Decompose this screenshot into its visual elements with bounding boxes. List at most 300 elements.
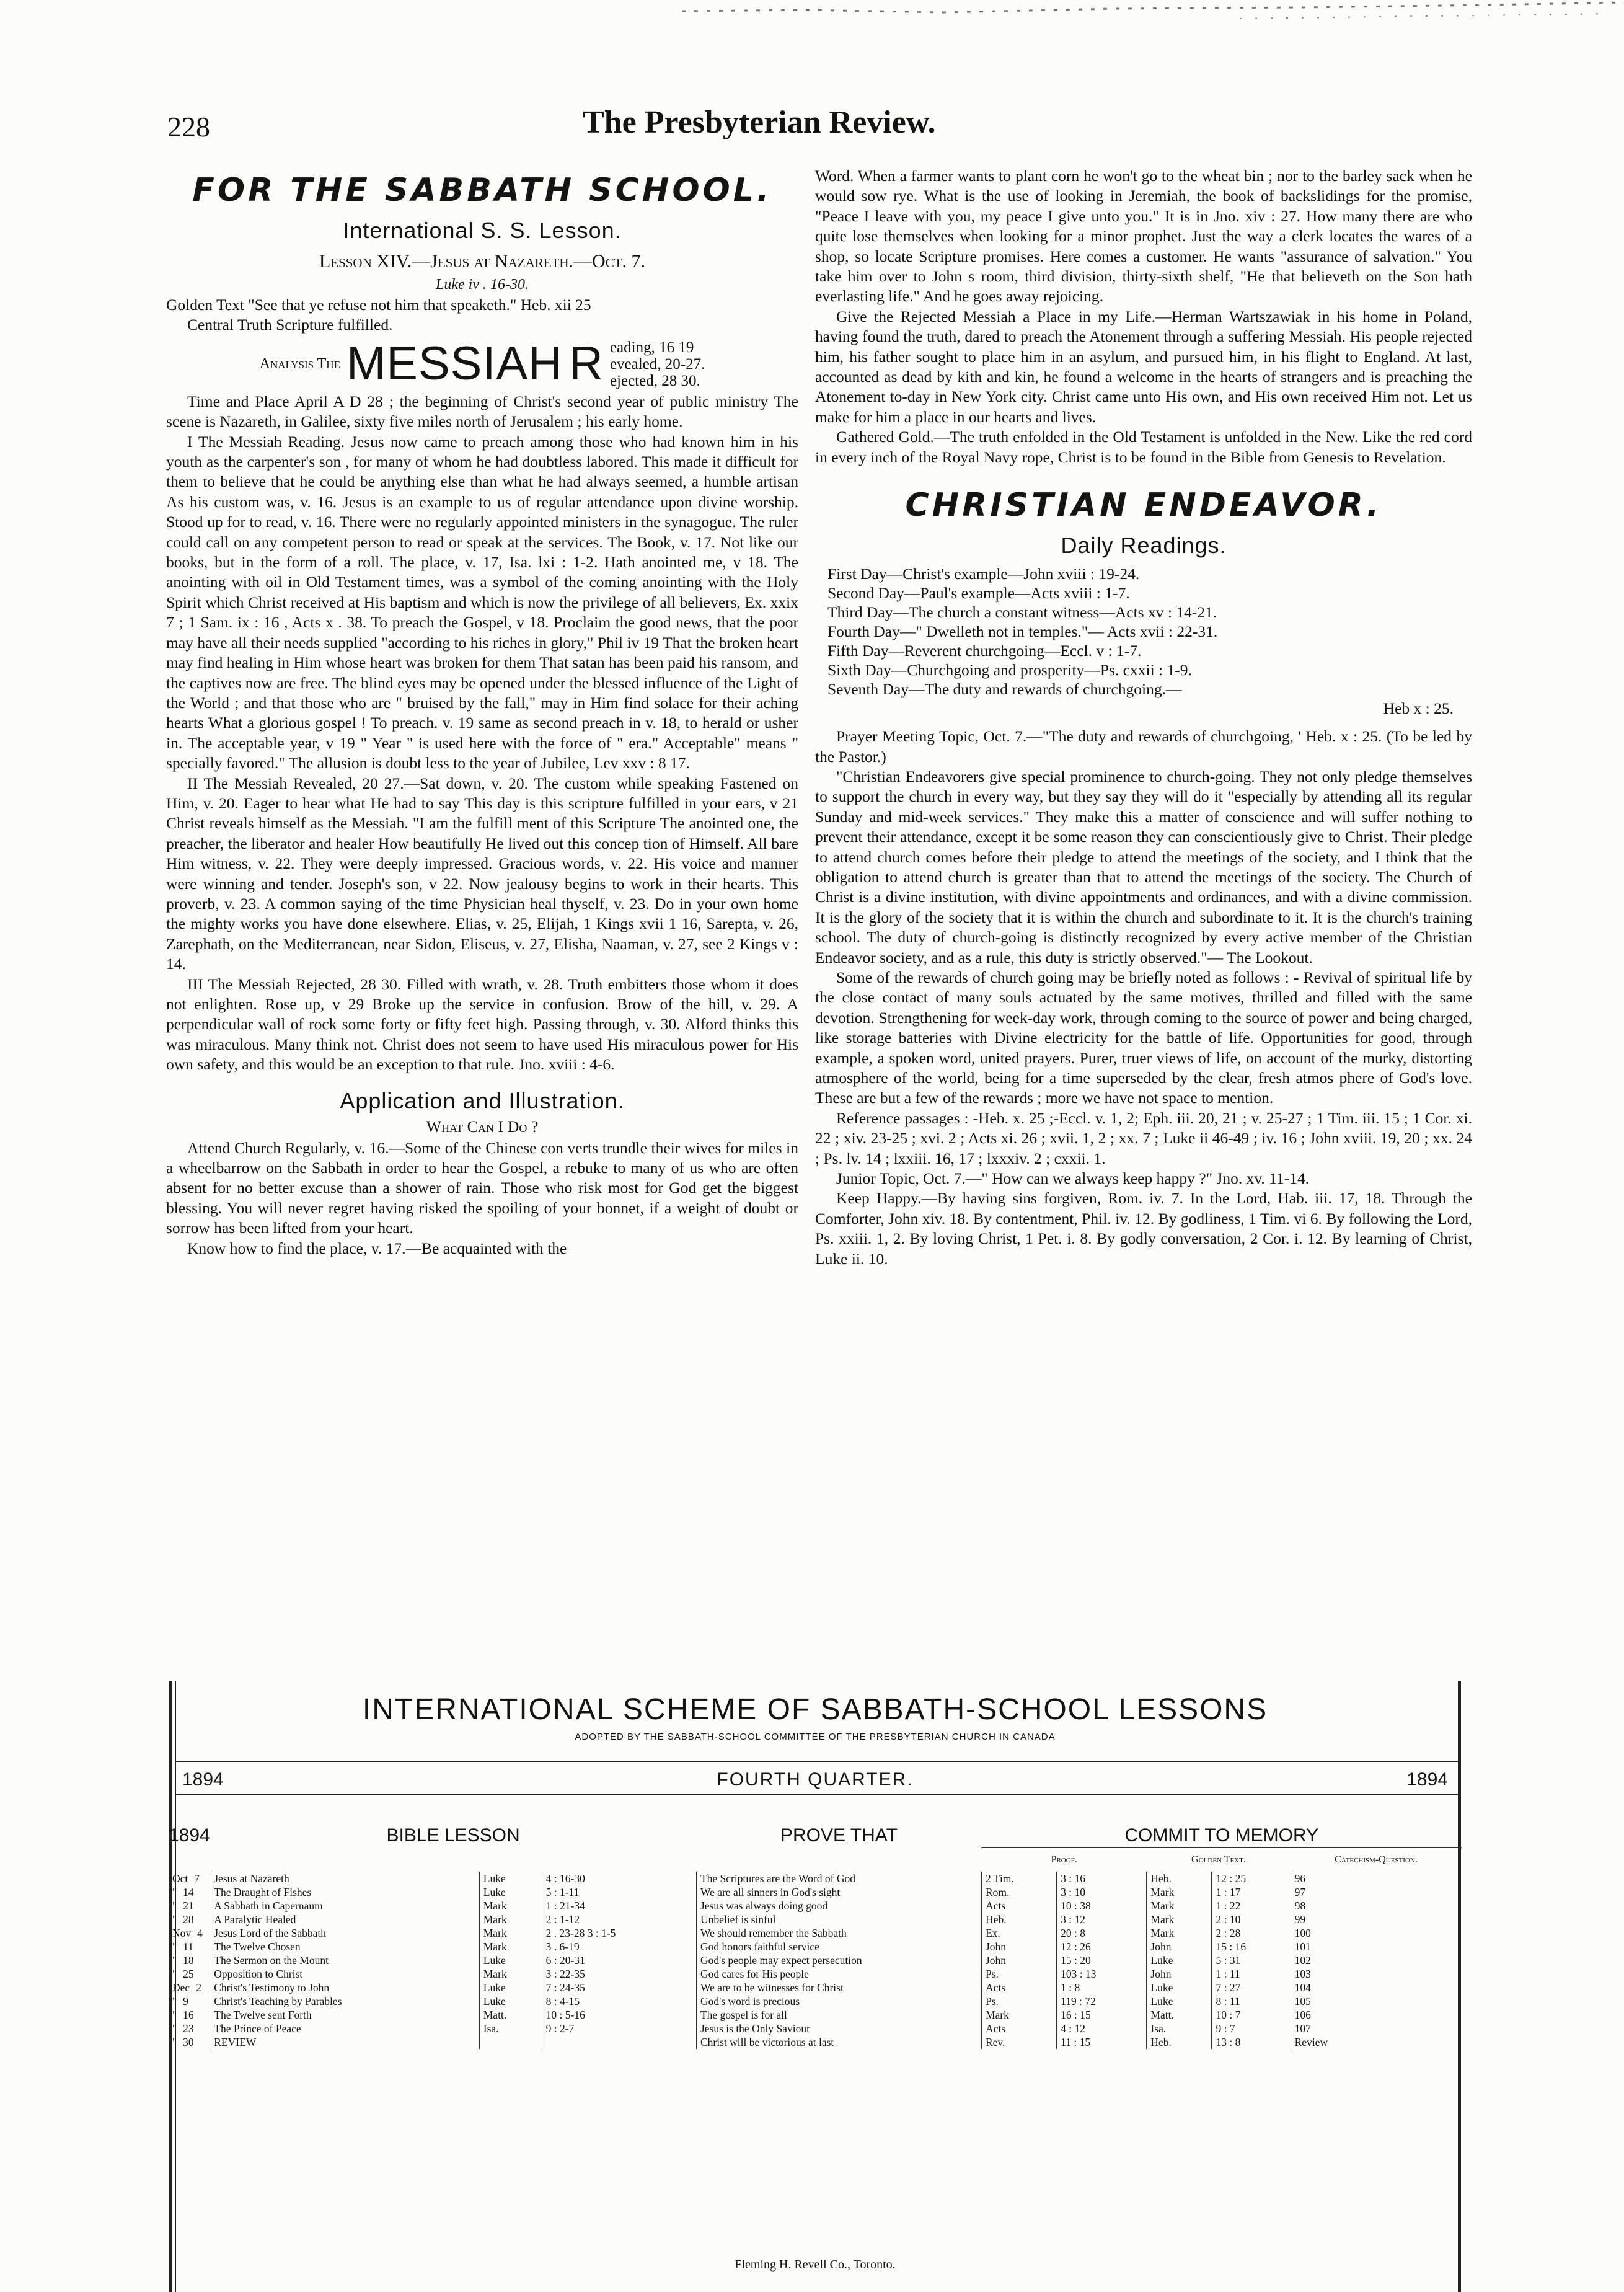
row-proof-book-part: Heb. <box>985 1913 1007 1926</box>
row-golden-ref <box>1212 2035 1291 2049</box>
row-golden-book-part: Heb. <box>1150 2036 1172 2048</box>
publisher-line: Fleming H. Revell Co., Toronto. <box>735 2258 896 2272</box>
row-date <box>169 1967 210 1981</box>
col-prove-that: PROVE THAT <box>780 1825 898 1846</box>
row-date-part: " <box>172 1995 177 2007</box>
lessons-header-row <box>169 1824 1462 1848</box>
daily-readings-heading: Daily Readings. <box>1061 533 1227 559</box>
row-book-part: Mark <box>483 1913 507 1926</box>
row-lesson <box>210 1913 480 1926</box>
row-golden-ref <box>1212 1981 1291 1994</box>
row-reference-part: 1 : 21-34 <box>545 1900 585 1912</box>
row-reference-part: 5 : 1-11 <box>545 1886 580 1898</box>
row-reference-part: 9 : 2-7 <box>545 2022 575 2035</box>
row-proof-book <box>981 1967 1056 1981</box>
messiah-revealed: II The Messiah Revealed, 20 27.—Sat down, v. 20. The custom while speaking Fastened on Him, v. 20. Eager to hear what He had to say This day is this scripture fulfilled in your ears, v 21 Christ reveals himself as the Messiah. "I am the fulfill ment of this Scripture The anointed one, the preacher, the liberator and healer How beautifully He lived out this concep tion of Himself. All bare Him witness, v. 22. They were deeply impressed. Gracious words, v. 22. His voice and manner were winning and tender. Joseph's son, v 22. Now jealousy begins to work in their hearts. This proverb, v. 23. A common saying of the time Physician heal thyself, v. 23. Do in your own home the mighty works you have done elsewhere. Elias, v. 25, Elijah, 1 Kings xvii 1 16, Sarepta, v. 26, Zarephath, on the Mediterranean, near Sidon, Eliseus, v. 27, Elisha, Naaman, v. 27, see 2 Kings v : 14. <box>166 774 798 973</box>
col-year: 1894 <box>169 1825 210 1846</box>
year-left: 1894 <box>182 1769 224 1790</box>
row-prove <box>696 2035 981 2049</box>
row-reference <box>542 1994 696 2008</box>
row-prove-part: God honors faithful service <box>700 1940 819 1953</box>
row-question <box>1291 1967 1462 1981</box>
row-book <box>479 1981 542 1994</box>
attend-church: Attend Church Regularly, v. 16.—Some of the Chinese con verts trundle their wives for miles in a wheelbarrow on the Sabbath in order to hear the Gospel, a rebuke to many of us who are often absent for no better excuse than a shower of rain. Those who risk most for God get the biggest blessing. You will never regret having risked the spoiling of your bonnet, if a weight of doubt or sorrow has been lifted from your heart. <box>166 1138 798 1237</box>
row-book-part: Luke <box>483 1872 506 1885</box>
lessons-subheader-row <box>169 1848 1462 1872</box>
row-proof-book <box>981 2022 1056 2035</box>
row-golden-ref-part: 8 : 11 <box>1216 1995 1240 2007</box>
lesson-line: Lesson XIV.—Jesus at Nazareth.—Oct. 7. <box>319 251 646 272</box>
row-golden-ref-part: 10 : 7 <box>1216 2009 1241 2021</box>
table-row <box>169 1926 1462 1940</box>
reading-day-7: Seventh Day—The duty and rewards of churchgoing.— <box>827 680 1182 699</box>
row-book-part: Mark <box>483 1940 507 1953</box>
row-book <box>479 2008 542 2022</box>
row-date <box>169 1885 210 1899</box>
application-sub: What Can I Do ? <box>426 1117 539 1136</box>
row-proof-ref <box>1057 1954 1147 1967</box>
row-prove <box>696 1954 981 1967</box>
row-question-part: 103 <box>1294 1968 1311 1980</box>
row-reference-part: 8 : 4-15 <box>545 1995 580 2007</box>
row-reference <box>542 1926 696 1940</box>
row-proof-book <box>981 1940 1056 1954</box>
row-prove <box>696 2008 981 2022</box>
table-row <box>169 1967 1462 1981</box>
row-golden-ref <box>1212 1940 1291 1954</box>
row-proof-book-part: Ps. <box>985 1968 999 1980</box>
row-reference-part: 6 : 20-31 <box>545 1954 585 1967</box>
row-proof-book <box>981 1913 1056 1926</box>
row-question-part: 96 <box>1294 1872 1306 1885</box>
messiah-rejected: III The Messiah Rejected, 28 30. Filled with wrath, v. 28. Truth embitters those whom it does not enlighten. Rose up, v 29 Broke up the service in confusion. Brow of the hill, v. 29. A perpendicular wall of rock some forty or fifty feet high. Passing through, v. 30. Alford thinks this was miraculous. Many think not. Christ does not seem to have used His miraculous power for His own safety, and this would be an exception to that rule. Jno. xviii : 4-6. <box>166 975 798 1074</box>
row-lesson <box>210 1981 480 1994</box>
row-date-part: " <box>172 2009 177 2021</box>
row-book <box>479 1994 542 2008</box>
row-lesson-part: Jesus Lord of the Sabbath <box>214 1927 327 1939</box>
row-proof-ref <box>1057 1913 1147 1926</box>
row-golden-ref-part: 15 : 16 <box>1216 1940 1247 1953</box>
row-proof-book <box>981 1926 1056 1940</box>
row-book-part: Luke <box>483 1954 506 1967</box>
row-question <box>1291 1899 1462 1913</box>
row-golden-ref <box>1212 2022 1291 2035</box>
row-prove-part: The gospel is for all <box>700 2009 787 2021</box>
row-question <box>1291 2008 1462 2022</box>
row-golden-ref <box>1212 2008 1291 2022</box>
lessons-table <box>169 1824 1462 2049</box>
row-proof-ref-part: 20 : 8 <box>1061 1927 1086 1939</box>
row-golden-ref-part: 12 : 25 <box>1216 1872 1247 1885</box>
row-date-part: " <box>172 1940 177 1953</box>
lesson-reference: Luke iv . 16-30. <box>436 277 529 293</box>
row-lesson-part: A Sabbath in Capernaum <box>214 1900 323 1912</box>
row-date-part: " <box>172 1913 177 1926</box>
row-golden-ref-part: 13 : 8 <box>1216 2036 1241 2048</box>
christian-endeavor-heading: CHRISTIAN ENDEAVOR. <box>905 487 1382 524</box>
row-golden-ref-part: 2 : 28 <box>1216 1927 1241 1939</box>
row-prove <box>696 1940 981 1954</box>
row-date-part: 4 <box>197 1927 203 1939</box>
table-row <box>169 1981 1462 1994</box>
row-lesson <box>210 1885 480 1899</box>
lessons-body <box>169 1872 1462 2049</box>
row-question-part: 98 <box>1294 1900 1306 1912</box>
row-prove-part: God cares for His people <box>700 1968 809 1980</box>
row-question <box>1291 1994 1462 2008</box>
row-reference-part: 3 : 22-35 <box>545 1968 585 1980</box>
table-row <box>169 1899 1462 1913</box>
analysis-rejected: ejected, 28 30. <box>609 372 700 389</box>
row-prove-part: The Scriptures are the Word of God <box>700 1872 855 1885</box>
row-date <box>169 2022 210 2035</box>
row-golden-ref-part: 2 : 10 <box>1216 1913 1241 1926</box>
page-number: 228 <box>167 111 210 143</box>
lesson-scheme-table <box>169 1681 1462 2292</box>
row-book <box>479 1926 542 1940</box>
row-golden-book <box>1147 1940 1212 1954</box>
row-reference <box>542 1967 696 1981</box>
row-golden-book <box>1147 1913 1212 1926</box>
row-golden-book <box>1147 1872 1212 1885</box>
reading-day-1: First Day—Christ's example—John xviii : 19-24. <box>827 565 1140 583</box>
row-proof-book <box>981 2008 1056 2022</box>
analysis-r: R <box>569 337 604 391</box>
scheme-subtitle: ADOPTED BY THE SABBATH-SCHOOL COMMITTEE OF THE PRESBYTERIAN CHURCH IN CANADA <box>575 1732 1056 1742</box>
row-proof-ref-part: 1 : 8 <box>1061 1981 1080 1994</box>
row-proof-book <box>981 1954 1056 1967</box>
row-lesson-part: The Twelve Chosen <box>214 1940 301 1953</box>
row-golden-ref-part: 9 : 7 <box>1216 2022 1235 2035</box>
row-lesson <box>210 1967 480 1981</box>
row-golden-ref <box>1212 1885 1291 1899</box>
row-prove <box>696 1899 981 1913</box>
analysis-reading: eading, 16 19 <box>609 338 694 356</box>
row-golden-ref <box>1212 1926 1291 1940</box>
row-proof-ref-part: 3 : 10 <box>1061 1886 1086 1898</box>
row-date-part: " <box>172 1954 177 1967</box>
row-lesson-part: REVIEW <box>214 2036 257 2048</box>
row-prove-part: God's people may expect persecution <box>700 1954 862 1967</box>
row-proof-ref <box>1057 1940 1147 1954</box>
row-lesson <box>210 1940 480 1954</box>
row-golden-book <box>1147 1954 1212 1967</box>
row-prove-part: Christ will be victorious at last <box>700 2036 834 2048</box>
row-book-part: Mark <box>483 1968 507 1980</box>
row-proof-ref <box>1057 2022 1147 2035</box>
row-proof-ref-part: 103 : 13 <box>1061 1968 1097 1980</box>
row-book-part: Mark <box>483 1900 507 1912</box>
table-row <box>169 1872 1462 1885</box>
row-proof-ref-part: 10 : 38 <box>1061 1900 1091 1912</box>
row-date-part: 16 <box>183 2009 194 2021</box>
row-book <box>479 1940 542 1954</box>
row-proof-ref-part: 4 : 12 <box>1061 2022 1086 2035</box>
row-question-part: 107 <box>1294 2022 1311 2035</box>
row-proof-ref-part: 12 : 26 <box>1061 1940 1091 1953</box>
row-date-part: Dec <box>172 1981 190 1994</box>
running-head: The Presbyterian Review. <box>583 105 936 140</box>
row-prove <box>696 1981 981 1994</box>
row-question-part: 100 <box>1294 1927 1311 1939</box>
row-book-part: Luke <box>483 1981 506 1994</box>
keep-happy: Keep Happy.—By having sins forgiven, Rom. iv. 7. In the Lord, Hab. iii. 17, 18. Through the Comforter, John xiv. 18. By contentment, Phil. iv. 12. By godliness, 1 Tim. vi 6. By following the Lord, Ps. xxiii. 1, 2. By loving Christ, 1 Pet. i. 8. By godly conversation, 2 Cor. i. 12. By learning of Christ, Luke ii. 10. <box>815 1189 1472 1268</box>
row-proof-book-part: John <box>985 1954 1007 1967</box>
row-lesson-part: The Sermon on the Mount <box>214 1954 329 1967</box>
row-golden-book <box>1147 2022 1212 2035</box>
row-proof-ref <box>1057 1926 1147 1940</box>
row-reference <box>542 2008 696 2022</box>
col-proof: Proof. <box>1051 1854 1077 1865</box>
row-question <box>1291 1940 1462 1954</box>
reference-passages: Reference passages : -Heb. x. 25 ;-Eccl. v. 1, 2; Eph. iii. 20, 21 ; v. 25-27 ; 1 Tim. iii. 15 ; 1 Cor. xi. 22 ; xiv. 23-25 ; xvi. 2 ; Acts xi. 26 ; xvii. 1, 2 ; xx. 7 ; Luke ii 46-49 ; iv. 16 ; John xviii. 19, 20 ; xx. 24 ; Ps. lv. 14 ; lxxiii. 16, 17 ; lxxxiv. 2 ; cxxii. 1. <box>815 1108 1472 1167</box>
endeavorers-quote: "Christian Endeavorers give special prominence to church-going. They not only pledge themselves to support the church in every way, but they say they will do it "especially by attending all its regular Sunday and mid-week services." They make this a matter of conscience and will suffer nothing to prevent their attendance, except it be some reason they can conscientiously give to Christ. Their pledge to attend church comes before their pledge to attend the meetings of the society, and I think that the obligation to attend church is greater than that to attend the meetings of the society. The Church of Christ is a divine institution, with divine appointments and ordinances, and with a divine commission. It is the glory of the society that it is within the church and subordinate to it. It is the church's training school. The duty of church-going is distinctly recognized by every active member of the Christian Endeavor society, and as a rule, this duty is strictly observed."— The Lookout. <box>815 767 1472 967</box>
row-golden-book <box>1147 2008 1212 2022</box>
left-column <box>166 166 798 1259</box>
row-question <box>1291 1926 1462 1940</box>
row-book <box>479 1899 542 1913</box>
row-lesson <box>210 1926 480 1940</box>
year-right: 1894 <box>1406 1769 1448 1790</box>
analysis-stack <box>610 339 705 389</box>
col-catechism: Catechism-Question. <box>1335 1854 1418 1865</box>
row-date <box>169 1940 210 1954</box>
row-proof-book <box>981 1994 1056 2008</box>
time-and-place: Time and Place April A D 28 ; the beginning of Christ's second year of public ministry The scene is Nazareth, in Galilee, sixty five miles north of Jerusalem ; his early home. <box>166 392 798 431</box>
row-book <box>479 1885 542 1899</box>
row-question <box>1291 2035 1462 2049</box>
row-prove-part: Jesus is the Only Saviour <box>700 2022 810 2035</box>
row-golden-book-part: Luke <box>1150 1981 1173 1994</box>
row-proof-book-part: John <box>985 1940 1007 1953</box>
row-proof-book-part: Rom. <box>985 1886 1010 1898</box>
row-date-part: " <box>172 1886 177 1898</box>
row-lesson <box>210 2035 480 2049</box>
row-reference <box>542 1913 696 1926</box>
row-lesson-part: A Paralytic Healed <box>214 1913 296 1926</box>
row-proof-book-part: Ex. <box>985 1927 1000 1939</box>
row-proof-book-part: Mark <box>985 2009 1009 2021</box>
row-golden-book-part: Luke <box>1150 1954 1173 1967</box>
row-lesson-part: The Draught of Fishes <box>214 1886 312 1898</box>
row-proof-book <box>981 1885 1056 1899</box>
row-reference-part: 10 : 5-16 <box>545 2009 585 2021</box>
row-golden-ref-part: 1 : 11 <box>1216 1968 1240 1980</box>
table-row <box>169 1913 1462 1926</box>
row-lesson-part: Christ's Testimony to John <box>214 1981 330 1994</box>
scheme-title: INTERNATIONAL SCHEME OF SABBATH-SCHOOL LESSONS <box>362 1693 1268 1726</box>
row-golden-ref-part: 1 : 22 <box>1216 1900 1241 1912</box>
row-date-part: 18 <box>183 1954 194 1967</box>
row-reference-part: 3 . 6-19 <box>545 1940 580 1953</box>
row-lesson <box>210 2022 480 2035</box>
row-date-part: " <box>172 2022 177 2035</box>
row-lesson <box>210 2008 480 2022</box>
row-golden-ref <box>1212 1994 1291 2008</box>
central-truth: Central Truth Scripture fulfilled. <box>187 316 393 334</box>
row-golden-book-part: Matt. <box>1150 2009 1174 2021</box>
row-golden-ref <box>1212 1954 1291 1967</box>
col-commit-to-memory: COMMIT TO MEMORY <box>981 1824 1462 1848</box>
row-date-part: 2 <box>196 1981 201 1994</box>
row-prove <box>696 1967 981 1981</box>
reading-day-2: Second Day—Paul's example—Acts xviii : 1-7. <box>827 584 1130 603</box>
table-row <box>169 2008 1462 2022</box>
row-book <box>479 1872 542 1885</box>
row-date <box>169 1913 210 1926</box>
row-golden-book <box>1147 1994 1212 2008</box>
row-reference <box>542 2035 696 2049</box>
row-question-part: Review <box>1294 2036 1328 2048</box>
row-golden-book-part: John <box>1150 1968 1172 1980</box>
row-date-part: " <box>172 2036 177 2048</box>
row-date <box>169 1872 210 1885</box>
row-date-part: Oct <box>172 1872 188 1885</box>
row-book <box>479 1967 542 1981</box>
row-question <box>1291 2022 1462 2035</box>
row-question <box>1291 1872 1462 1885</box>
row-golden-ref-part: 5 : 31 <box>1216 1954 1241 1967</box>
row-lesson-part: Opposition to Christ <box>214 1968 303 1980</box>
row-golden-book-part: Mark <box>1150 1886 1175 1898</box>
reading-day-7-ref: Heb x : 25. <box>1383 699 1454 718</box>
row-proof-book <box>981 2035 1056 2049</box>
row-lesson-part: The Twelve sent Forth <box>214 2009 312 2021</box>
row-proof-ref <box>1057 2008 1147 2022</box>
page-edge-specks <box>682 0 1624 37</box>
row-proof-book-part: Acts <box>985 1981 1006 1994</box>
row-proof-ref <box>1057 1967 1147 1981</box>
row-proof-ref <box>1057 1994 1147 2008</box>
messiah-reading: I The Messiah Reading. Jesus now came to preach among those who had known him in his youth as the carpenter's son , for many of whom he had doubtless labored. This made it difficult for them to believe that he could be anything else than what he had always seemed, a humble artisan As his custom was, v. 16. Jesus is an example to us of regular attendance upon divine worship. Stood up for to read, v. 16. There were no regularly appointed ministers in the synagogue. The ruler could call on any competent person to read or speak at the services. The Book, v. 17. Not like our books, but in the form of a roll. The place, v. 17, Isa. lxi : 1-2. Hath anointed me, v 18. The anointing with oil in Old Testament times, was a symbol of the coming anointing with the Holy Spirit which Christ received at His baptism and which is now the privilege of all believers, Ex. xxix 7 ; 1 Sam. ix : 16 , Acts x . 38. To preach the Gospel, v 18. Proclaim the good news, that the poor may have all their needs supplied "according to his riches in glory," Phil iv 19 That the broken heart may find healing in Him whose heart was broken for them That satan has been paid his ransom, and the captives now are free. The blind eyes may be opened under the blessed influence of the Light of the World ; and that those who are " bruised by the fall," may in Him find solace for their aching hearts What a glorious gospel ! To preach. v. 19 same as second preach in v. 18, to herald or usher in. The acceptable year, v 19 " Year " is used here with the force of " era." Acceptable" means " specially favored." The allusion is doubt less to the year of Jubilee, Lev xxv : 8 17. <box>166 432 798 772</box>
row-reference <box>542 1899 696 1913</box>
row-date <box>169 1994 210 2008</box>
row-proof-ref <box>1057 2035 1147 2049</box>
row-date-part: 9 <box>183 1995 188 2007</box>
row-prove-part: God's word is precious <box>700 1995 800 2007</box>
row-golden-ref-part: 1 : 17 <box>1216 1886 1241 1898</box>
row-date-part: 23 <box>183 2022 194 2035</box>
row-golden-book-part: Mark <box>1150 1927 1175 1939</box>
reading-day-4: Fourth Day—" Dwelleth not in temples."— Acts xvii : 22-31. <box>827 622 1218 641</box>
table-row <box>169 1885 1462 1899</box>
row-question-part: 102 <box>1294 1954 1311 1967</box>
col-bible-lesson: BIBLE LESSON <box>386 1825 520 1846</box>
row-golden-book <box>1147 1926 1212 1940</box>
row-prove <box>696 1872 981 1885</box>
junior-topic: Junior Topic, Oct. 7.—" How can we always keep happy ?" Jno. xv. 11-14. <box>836 1169 1310 1188</box>
daily-readings-list <box>827 564 1472 718</box>
row-reference <box>542 1885 696 1899</box>
row-prove-part: We should remember the Sabbath <box>700 1927 847 1939</box>
row-proof-book-part: Acts <box>985 2022 1006 2035</box>
row-date <box>169 2008 210 2022</box>
row-proof-book-part: 2 Tim. <box>985 1872 1014 1885</box>
row-prove <box>696 2022 981 2035</box>
row-book <box>479 1954 542 1967</box>
row-golden-book-part: John <box>1150 1940 1172 1953</box>
row-golden-ref <box>1212 1913 1291 1926</box>
know-place-cont: Word. When a farmer wants to plant corn he won't go to the wheat bin ; nor to the barley sack when he would sow rye. What is the use of looking in Jeremiah, the book of backslidings for the promise, "Peace I leave with you, my peace I give unto you." It is in Jno. xiv : 27. How many there are who quite lose themselves when looking for a minor prophet. Just the way a clerk locates the wares of a shop, so locate Scripture promises. Here comes a customer. He wants "assurance of salvation." You take him over to John s room, third division, thirty-sixth shelf, "He that believeth on the Son hath everlasting life." And he goes away rejoicing. <box>815 167 1472 306</box>
row-book-part: Luke <box>483 1886 506 1898</box>
row-golden-book-part: Mark <box>1150 1900 1175 1912</box>
row-book-part: Isa. <box>483 2022 499 2035</box>
row-golden-book-part: Heb. <box>1150 1872 1172 1885</box>
row-prove-part: We are to be witnesses for Christ <box>700 1981 844 1994</box>
row-date-part: " <box>172 1900 177 1912</box>
row-proof-ref-part: 11 : 15 <box>1061 2036 1091 2048</box>
row-question <box>1291 1954 1462 1967</box>
row-question <box>1291 1885 1462 1899</box>
prayer-meeting-topic: Prayer Meeting Topic, Oct. 7.—"The duty and rewards of churchgoing, ' Heb. x : 25. (To be led by the Pastor.) <box>815 727 1472 766</box>
row-golden-book-part: Luke <box>1150 1995 1173 2007</box>
right-column <box>815 166 1472 1269</box>
row-reference <box>542 1954 696 1967</box>
row-date <box>169 1899 210 1913</box>
row-date <box>169 1981 210 1994</box>
row-reference <box>542 2022 696 2035</box>
row-book-part: Mark <box>483 1927 507 1939</box>
row-prove-part: Unbelief is sinful <box>700 1913 776 1926</box>
row-proof-book <box>981 1872 1056 1885</box>
row-date-part: 11 <box>183 1940 194 1953</box>
row-golden-book <box>1147 1885 1212 1899</box>
row-golden-book <box>1147 1899 1212 1913</box>
table-row <box>169 1940 1462 1954</box>
row-question-part: 106 <box>1294 2009 1311 2021</box>
row-golden-book-part: Isa. <box>1150 2022 1167 2035</box>
row-date <box>169 1926 210 1940</box>
rewards-of-churchgoing: Some of the rewards of church going may be briefly noted as follows : - Revival of spiritual life by the close contact of many souls actuated by the same motives, thrilled and filled with the same devotion. Strengthening for week-day work, through coming to the source of power and being charged, like storage batteries with Divine electricity for the battle of life. Opportunities for good, through example, a spoken word, united prayers. Purer, truer views of life, on account of the murky, distorting atmosphere of the world, being for a time superseded by the clear, fresh atmos phere of God's love. These are but a few of the rewards ; more we have not space to mention. <box>815 968 1472 1107</box>
row-proof-ref-part: 16 : 15 <box>1061 2009 1091 2021</box>
quarter-label: FOURTH QUARTER. <box>717 1769 914 1790</box>
lesson-type: International S. S. Lesson. <box>343 218 622 243</box>
analysis-line <box>166 339 798 389</box>
row-question-part: 104 <box>1294 1981 1311 1994</box>
row-proof-book-part: Ps. <box>985 1995 999 2007</box>
row-lesson-part: Christ's Teaching by Parables <box>214 1995 342 2007</box>
table-row <box>169 2035 1462 2049</box>
row-date-part: Nov <box>172 1927 192 1939</box>
row-proof-ref <box>1057 1885 1147 1899</box>
row-question <box>1291 1913 1462 1926</box>
row-book <box>479 2035 542 2049</box>
reading-day-3: Third Day—The church a constant witness—Acts xv : 14-21. <box>827 603 1217 622</box>
reading-day-6: Sixth Day—Churchgoing and prosperity—Ps. cxxii : 1-9. <box>827 661 1192 679</box>
row-date <box>169 2035 210 2049</box>
row-lesson-part: The Prince of Peace <box>214 2022 301 2035</box>
row-prove <box>696 1885 981 1899</box>
row-lesson <box>210 1954 480 1967</box>
rejected-messiah-place: Give the Rejected Messiah a Place in my Life.—Herman Wartszawiak in his home in Poland, having found the truth, dared to preach the Atonement through a suffering Messiah. His people rejected him, his father sought to place him in an asylum, and pursued him, in his flight to England. At last, accounted as dead by kith and kin, he found a welcome in the hearts of strangers and is preaching the Atonement to-day in New York city. Christ came unto His own, and His own received Him not. Let us make for him a place in our hearts and lives. <box>815 307 1472 426</box>
row-reference <box>542 1872 696 1885</box>
application-heading: Application and Illustration. <box>340 1087 625 1113</box>
row-golden-ref <box>1212 1967 1291 1981</box>
row-date-part: 21 <box>183 1900 194 1912</box>
row-question-part: 97 <box>1294 1886 1306 1898</box>
row-date-part: 30 <box>183 2036 194 2048</box>
row-proof-ref <box>1057 1981 1147 1994</box>
row-proof-ref-part: 15 : 20 <box>1061 1954 1091 1967</box>
row-date-part: 28 <box>183 1913 194 1926</box>
row-lesson <box>210 1899 480 1913</box>
analysis-messiah: MESSIAH <box>346 337 563 391</box>
analysis-label: Analysis The <box>259 356 340 373</box>
gathered-gold: Gathered Gold.—The truth enfolded in the Old Testament is unfolded in the New. Like the red cord in every inch of the Royal Navy rope, Christ is to be found in the Bible from Genesis to Revelation. <box>815 428 1472 466</box>
row-golden-ref-part: 7 : 27 <box>1216 1981 1241 1994</box>
row-question-part: 99 <box>1294 1913 1306 1926</box>
row-proof-ref <box>1057 1872 1147 1885</box>
